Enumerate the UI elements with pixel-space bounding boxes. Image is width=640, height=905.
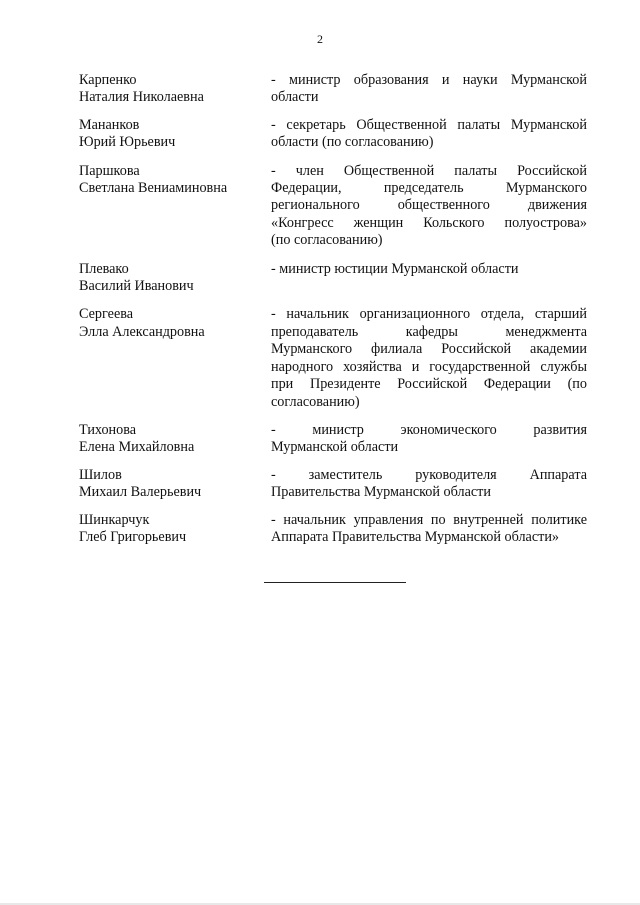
- member-role-line: - министр экономического развития: [271, 421, 587, 438]
- member-role: [271, 117, 587, 152]
- member-name-line: Элла Александровна: [79, 323, 205, 340]
- member-role-line: народного хозяйства и государственной службы: [271, 358, 587, 375]
- member-name-line: Светлана Вениаминовна: [79, 180, 228, 197]
- member-role: [271, 163, 587, 250]
- member-name-line: Елена Михайловна: [79, 439, 195, 456]
- member-role: [271, 72, 587, 107]
- member-role-line: Мурманского филиала Российской академии: [271, 341, 587, 358]
- member-name: [79, 72, 271, 107]
- member-role: [271, 261, 587, 296]
- member-row: [79, 512, 587, 547]
- member-role: [271, 306, 587, 410]
- member-role-line: Аппарата Правительства Мурманской области»: [271, 528, 560, 545]
- member-row: [79, 163, 587, 250]
- member-name: [79, 422, 271, 457]
- closing-separator-line: [264, 582, 406, 583]
- member-role-line: Правительства Мурманской области: [271, 484, 491, 501]
- member-row: [79, 467, 587, 502]
- member-row: [79, 117, 587, 152]
- member-role-line: - секретарь Общественной палаты Мурманской: [271, 116, 587, 133]
- member-name: [79, 306, 271, 410]
- member-role-line: - начальник организационного отдела, старший: [271, 306, 587, 323]
- member-name-line: Наталия Николаевна: [79, 89, 204, 106]
- member-name-line: Юрий Юрьевич: [79, 134, 176, 151]
- member-name-line: Глеб Григорьевич: [79, 528, 187, 545]
- member-role-line: области (по согласованию): [271, 134, 434, 151]
- member-name: [79, 261, 271, 296]
- member-role: [271, 512, 587, 547]
- member-name-line: Василий Иванович: [79, 278, 194, 295]
- member-row: [79, 261, 587, 296]
- member-name: [79, 163, 271, 250]
- member-name-line: Михаил Валерьевич: [79, 484, 202, 501]
- member-row: [79, 72, 587, 107]
- member-role-line: преподаватель кафедры менеджмента: [271, 323, 587, 340]
- member-name: [79, 117, 271, 152]
- member-name: [79, 467, 271, 502]
- member-name-line: Карпенко: [79, 72, 137, 88]
- members-list: [79, 72, 587, 546]
- member-role-line: регионального общественного движения: [271, 197, 587, 214]
- member-role: [271, 467, 587, 502]
- member-role-line: - министр образования и науки Мурманской: [271, 72, 587, 88]
- member-role-line: согласованию): [271, 393, 360, 410]
- member-role-line: - член Общественной палаты Российской: [271, 162, 587, 179]
- member-role-line: «Конгресс женщин Кольского полуострова»: [271, 214, 587, 231]
- member-role-line: - начальник управления по внутренней политике: [271, 511, 587, 528]
- page-number: 2: [317, 32, 323, 46]
- member-row: [79, 306, 587, 410]
- member-row: [79, 422, 587, 457]
- member-role-line: Мурманской области: [271, 439, 399, 456]
- member-role-line: Федерации, председатель Мурманского: [271, 180, 587, 197]
- member-name-line: Мананков: [79, 116, 140, 133]
- member-role-line: - министр юстиции Мурманской области: [271, 260, 519, 277]
- member-role: [271, 422, 587, 457]
- member-name-line: Шинкарчук: [79, 511, 150, 528]
- member-name-line: Тихонова: [79, 421, 137, 438]
- member-role-line: области: [271, 89, 319, 106]
- member-name-line: Сергеева: [79, 306, 134, 323]
- member-role-line: (по согласованию): [271, 232, 383, 249]
- member-name-line: Шилов: [79, 466, 122, 483]
- member-name-line: Плевако: [79, 260, 129, 277]
- member-name-line: Паршкова: [79, 162, 140, 179]
- member-role-line: при Президенте Российской Федерации (по: [271, 376, 587, 393]
- member-name: [79, 512, 271, 547]
- member-role-line: - заместитель руководителя Аппарата: [271, 466, 587, 483]
